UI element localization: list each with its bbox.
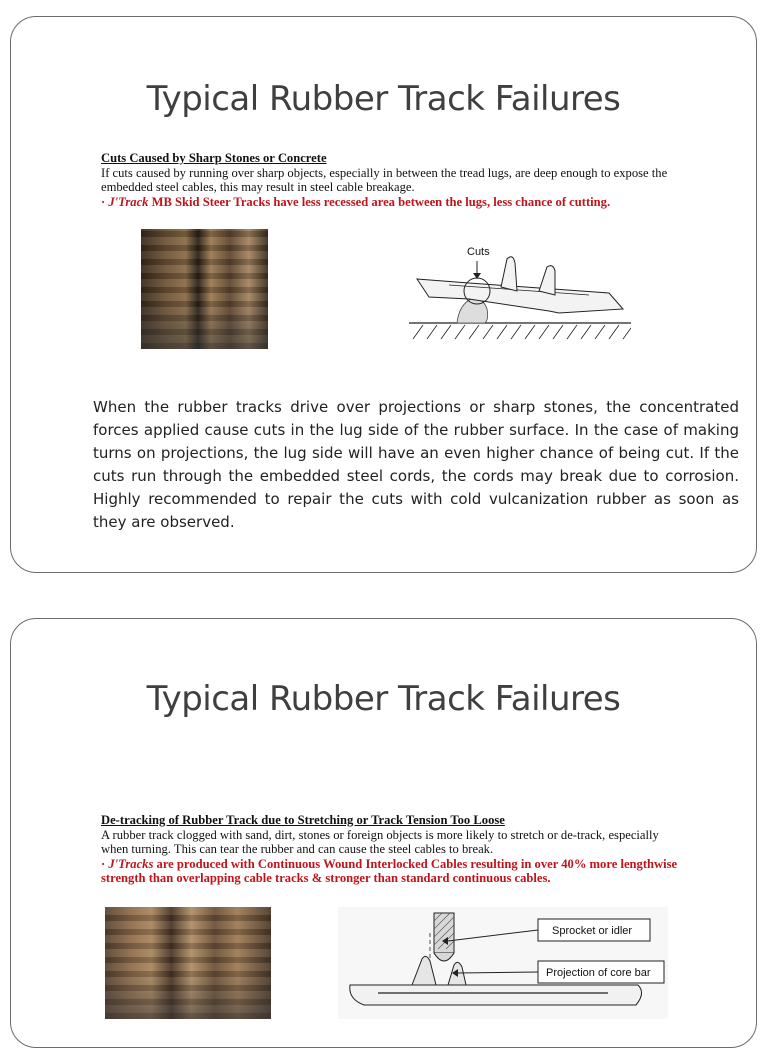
track-cut-photo (141, 229, 268, 349)
description-paragraph: When the rubber tracks drive over projections or sharp stones, the concentrated forces applied cause cuts in the lug side of the rubber surface. In the case of making turns on projections, the lug side will have an even higher chance of being cut. If the cuts run through the embedded steel cords, the cords may break due to corrosion. Highly recommended to repair the cuts with cold vulcanization rubber as soon as they are observed. (93, 398, 739, 531)
sprocket-label: Sprocket or idler (552, 925, 633, 937)
doc-text: If cuts caused by running over sharp objects, especially in between the tread lugs, are deep enough to expose the embedded steel cables, this may result in steel cable breakage. (101, 165, 668, 195)
scanned-text-block (101, 813, 686, 886)
scanned-text-block (101, 151, 681, 209)
doc-text: A rubber track clogged with sand, dirt, stones or foreign objects is more likely to stretch or de-track, especially when turning. This can tear the rubber and can cause the steel cables to break. (101, 827, 659, 857)
highlight-text: are produced with Continuous Wound Interlocked Cables resulting in over 40% more lengthwise strength than overlapping cable tracks & stronger than standard continuous cables. (101, 856, 678, 886)
doc-highlight (101, 195, 681, 210)
slide-2 (10, 618, 757, 1048)
doc-heading: De-tracking of Rubber Track due to Stretching or Track Tension Too Loose (101, 813, 505, 827)
cut-diagram (409, 227, 631, 352)
core-bar-label: Projection of core bar (546, 967, 651, 979)
brand-name: J'Tracks (108, 856, 154, 871)
brand-name: J'Track (108, 194, 149, 209)
detracking-diagram (338, 907, 668, 1019)
slide-title: Typical Rubber Track Failures (146, 79, 621, 119)
bullet: · (101, 856, 109, 871)
slide-1 (10, 16, 757, 573)
doc-heading: Cuts Caused by Sharp Stones or Concrete (101, 151, 327, 165)
cuts-label: Cuts (467, 246, 490, 258)
bullet: · (101, 194, 109, 209)
slide-title: Typical Rubber Track Failures (146, 679, 621, 719)
highlight-text: MB Skid Steer Tracks have less recessed area between the lugs, less chance of cutting. (148, 194, 611, 209)
detracked-track-photo (105, 907, 271, 1019)
doc-highlight (101, 857, 686, 886)
